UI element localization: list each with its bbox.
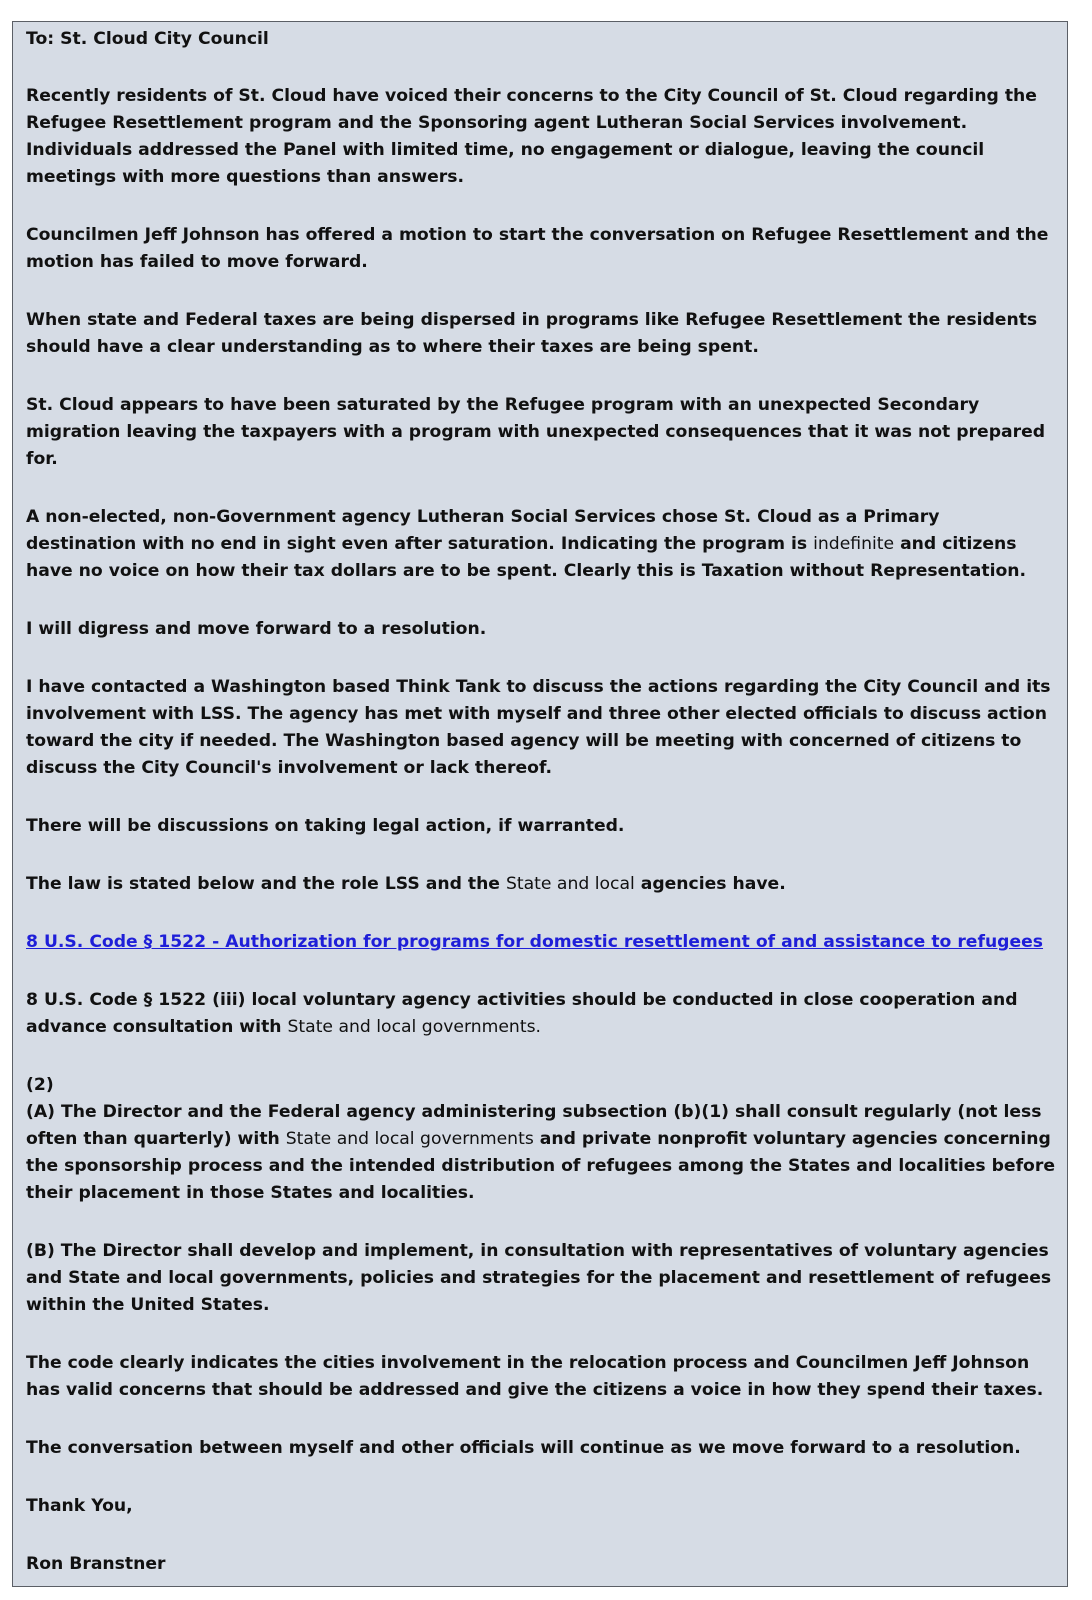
text-segment: (A) The Director and the Federal agency administering subsection (b)(1) shall consult regularly (not less often than quarterly) with [26,1102,1042,1149]
paragraph-code-iii [26,987,1055,1041]
recipient-line: To: St. Cloud City Council [26,29,269,49]
text-segment-regular: indefinite [813,534,895,554]
paragraph-continue: The conversation between myself and other officials will continue as we move forward to a resolution. [26,1438,1021,1458]
closing-line: Thank You, [26,1496,133,1516]
text-segment: A non-elected, non-Government agency Lutheran Social Services chose St. Cloud as a Primary destination with no end in sight even after saturation. Indicating the program is [26,507,940,554]
paragraph-saturation: St. Cloud appears to have been saturated by the Refugee program with an unexpected Secondary migration leaving the taxpayers with a program with unexpected consequences that it was not prepared for. [26,395,1046,469]
text-segment: agencies have. [634,874,786,894]
code-link-paragraph [26,929,1055,956]
paragraph-taxes: When state and Federal taxes are being dispersed in programs like Refugee Resettlement the residents should have a clear understanding as to where their taxes are being spent. [26,310,1038,357]
text-segment: and citizens have no voice on how their tax dollars are to be spent. Clearly this is Taxation without Representation. [26,534,1027,581]
text-segment: and private nonprofit voluntary agencies concerning the sponsorship process and the intended distribution of refugees among the States and localities before their placement in those States and localities. [26,1129,1055,1203]
paragraph-digress: I will digress and move forward to a resolution. [26,619,487,639]
text-segment-regular: State and local governments [285,1129,534,1149]
paragraph-motion: Councilmen Jeff Johnson has offered a motion to start the conversation on Refugee Resettlement and the motion has failed to move forward. [26,225,1049,272]
paragraph-legal-action: There will be discussions on taking legal action, if warranted. [26,816,625,836]
text-segment-regular: State and local governments. [287,1017,541,1037]
text-segment: 8 U.S. Code § 1522 (iii) local voluntary agency activities should be conducted in close cooperation and advance consultation with [26,990,1018,1037]
paragraph-think-tank: I have contacted a Washington based Think Tank to discuss the actions regarding the City Council and its involvement with LSS. The agency has met with myself and three other elected officials to discuss action toward the city if needed. The Washington based agency will be meeting with concerned of citizens to discuss the City Council's involvement or lack thereof. [26,677,1051,778]
paragraph-law-intro [26,871,1055,898]
paragraph-code-2b: (B) The Director shall develop and implement, in consultation with representatives of voluntary agencies and State and local governments, policies and strategies for the placement and resettlement of refugees within the United States. [26,1241,1052,1315]
paragraph-conclusion: The code clearly indicates the cities involvement in the relocation process and Councilmen Jeff Johnson has valid concerns that should be addressed and give the citizens a voice in how they spend their taxes. [26,1353,1044,1400]
paragraph-code-2a [26,1072,1055,1207]
signature: Ron Branstner [26,1554,166,1574]
letter-body [12,21,1068,1587]
us-code-link[interactable]: 8 U.S. Code § 1522 - Authorization for programs for domestic resettlement of and assistance to refugees [26,932,1044,952]
paragraph-lss-agency [26,504,1055,585]
subsection-label: (2) [26,1075,54,1095]
text-segment-regular: State and local [505,874,635,894]
text-segment: The law is stated below and the role LSS and the [26,874,506,894]
paragraph-concerns: Recently residents of St. Cloud have voiced their concerns to the City Council of St. Cloud regarding the Refugee Resettlement program and the Sponsoring agent Lutheran Social Services involvement. Individuals addressed the Panel with limited time, no engagement or dialogue, leaving the council meetings with more questions than answers. [26,86,1037,187]
